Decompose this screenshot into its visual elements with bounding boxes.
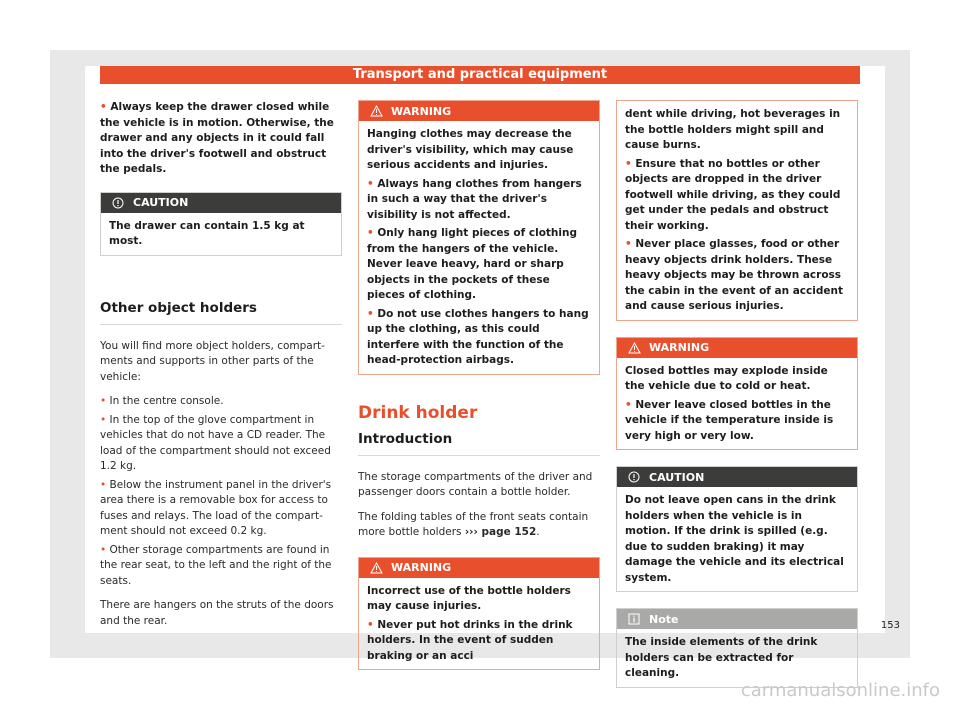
- caution-box: [100, 192, 342, 256]
- list-item: [367, 226, 591, 304]
- list-item-text: Always hang clothes from hangers in such a way that the driver's visibility is not affected.: [367, 177, 582, 221]
- bullet-icon: •: [625, 398, 636, 411]
- warning-triangle-icon: [369, 562, 383, 574]
- list-item-text: Never leave closed bottles in the vehicle if the temperature inside is very high or very low.: [625, 398, 834, 442]
- warning-header: [617, 338, 857, 358]
- paragraph: [358, 510, 600, 541]
- list-item-text: In the centre console.: [109, 395, 224, 407]
- warning-label: WARNING: [649, 341, 710, 354]
- warning-box: [358, 100, 600, 375]
- bullet-icon: •: [367, 618, 378, 631]
- bullet-icon: •: [100, 101, 111, 113]
- list-item-text: Ensure that no bottles or other objects are dropped in the driver footwell while driving, as they could get under the pedals and obstruct their working.: [625, 157, 841, 232]
- note-box: [616, 608, 858, 688]
- bullet-icon: •: [367, 227, 378, 239]
- info-square-icon: [627, 613, 641, 625]
- list-item: [367, 177, 591, 224]
- column-right: [616, 100, 858, 704]
- chapter-header: Transport and practical equipment: [100, 66, 860, 84]
- column-left: [100, 100, 342, 638]
- column-middle: [358, 100, 600, 686]
- list-item-text: Always keep the drawer closed while the vehicle is in motion. Otherwise, the drawer and any objects in it could fall into the driver's footwell and obstruct the pedals.: [100, 101, 334, 175]
- warning-header: [359, 558, 599, 578]
- caution-label: CAUTION: [649, 470, 705, 484]
- caution-text: Do not leave open cans in the drink holders when the vehicle is in motion. If the drink is spilled (e.g. due to sudden braking) it may damage the vehicle and its electrical system.: [625, 494, 844, 584]
- paragraph-text: The folding tables of the front seats contain more bottle holders: [358, 510, 589, 538]
- warning-box: [616, 337, 858, 451]
- note-label: Note: [649, 612, 679, 626]
- list-item: [625, 398, 849, 445]
- warning-triangle-icon: [627, 342, 641, 354]
- list-item-text: Only hang light pieces of clothing from the hangers of the vehicle. Never leave heavy, hard or sharp objects in the pockets of these pieces of clothing.: [367, 227, 577, 301]
- warning-intro: Closed bottles may explode inside the vehicle due to cold or heat.: [625, 364, 828, 392]
- caution-text: The drawer can contain 1.5 kg at most.: [109, 219, 305, 247]
- list-item: [625, 157, 849, 235]
- note-text: The inside elements of the drink holders can be extracted for cleaning.: [625, 636, 818, 679]
- list-item-text: Never place glasses, food or other heavy objects drink holders. These heavy objects may be thrown across the cabin in the event of an accident and cause serious injuries.: [625, 238, 843, 312]
- note-header: [617, 609, 857, 629]
- paragraph: The storage compartments of the driver and passenger doors contain a bottle holder.: [358, 470, 593, 498]
- info-circle-icon: [627, 471, 641, 483]
- warning-intro: Incorrect use of the bottle holders may cause injuries.: [367, 584, 571, 612]
- bullet-icon: •: [100, 478, 110, 491]
- bullet-icon: •: [625, 157, 636, 170]
- warning-label: WARNING: [391, 561, 452, 574]
- list-item-text: In the top of the glove compartment in vehicles that do not have a CD reader. The load of the compartment should not exceed 1.2 kg.: [100, 413, 331, 472]
- section-title: Other object holders: [100, 294, 342, 325]
- list-item: [100, 100, 342, 178]
- list-item: [625, 237, 849, 315]
- paragraph: You will find more object holders, compartments and supports in other parts of the vehicle:: [100, 339, 325, 383]
- warning-label: WARNING: [391, 104, 452, 118]
- caution-box: [616, 466, 858, 592]
- list-item-text: Never put hot drinks in the drink holders. In the event of sudden braking or an acci: [367, 618, 573, 662]
- warning-intro: Hanging clothes may decrease the driver's visibility, which may cause serious accidents and injuries.: [367, 128, 574, 171]
- list-item: [100, 478, 342, 540]
- caution-header: [101, 193, 341, 213]
- bullet-icon: •: [100, 543, 110, 556]
- caution-label: CAUTION: [133, 196, 189, 209]
- bullet-icon: •: [100, 395, 110, 407]
- info-circle-icon: [111, 197, 125, 209]
- bullet-icon: •: [367, 307, 378, 320]
- warning-triangle-icon: [369, 105, 383, 117]
- list-item: [100, 413, 342, 475]
- page-number: 153: [880, 620, 900, 631]
- subsection-title: Introduction: [358, 431, 600, 456]
- section-heading: Drink holder: [358, 402, 478, 423]
- watermark: carmanualsonline.info: [740, 680, 940, 701]
- list-item: [100, 394, 342, 410]
- warning-box-continued: [616, 100, 858, 321]
- paragraph-end: .: [536, 526, 540, 538]
- list-item-text: Below the instrument panel in the driver's area there is a removable box for access to fuses and relays. The load of the compartment should not exceed 0.2 kg.: [100, 478, 332, 537]
- warning-header: [359, 101, 599, 121]
- list-item: [100, 543, 342, 590]
- bullet-icon: •: [100, 413, 110, 426]
- list-item-text: Do not use clothes hangers to hang up the clothing, as this could interfere with the function of the head-protection airbags.: [367, 307, 589, 366]
- list-item: [367, 618, 591, 665]
- list-item: [367, 307, 591, 369]
- section-other-object-holders: [100, 272, 342, 325]
- caution-header: [617, 467, 857, 487]
- list-item-text: Other storage compartments are found in the rear seat, to the left and the right of the seats.: [100, 543, 332, 587]
- paragraph: There are hangers on the struts of the doors and the rear.: [100, 599, 334, 627]
- page-reference-link[interactable]: ››› page 152: [464, 526, 537, 538]
- bullet-icon: •: [625, 238, 636, 250]
- bullet-icon: •: [367, 177, 378, 190]
- warning-continued-text: dent while driving, hot beverages in the bottle holders might spill and cause burns.: [625, 108, 841, 151]
- warning-box: [358, 557, 600, 671]
